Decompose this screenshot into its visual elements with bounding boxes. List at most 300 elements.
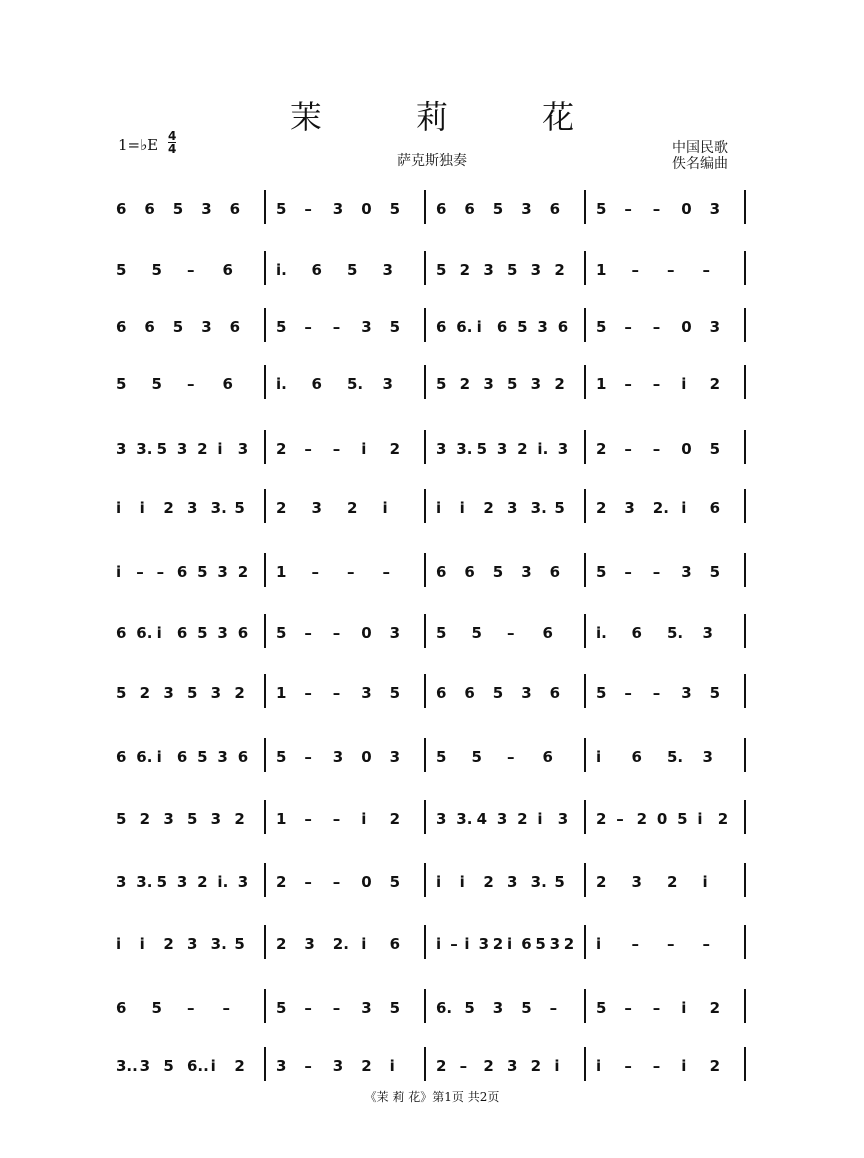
- note: 5: [436, 375, 447, 393]
- note: –: [507, 624, 515, 642]
- note: 5: [507, 261, 518, 279]
- note: –: [187, 375, 195, 393]
- note: 1: [276, 563, 287, 581]
- bar-line: [424, 251, 426, 285]
- note: i: [681, 499, 687, 517]
- bar-line: [264, 738, 266, 772]
- bar-line: [744, 489, 746, 523]
- note: 5.: [347, 375, 364, 393]
- note: 3: [389, 748, 401, 766]
- note: 5: [436, 748, 447, 766]
- bar-line: [264, 989, 266, 1023]
- note: i: [702, 873, 708, 891]
- note: 5: [709, 440, 721, 458]
- notation-line: [110, 810, 760, 850]
- note: 6: [222, 261, 233, 279]
- time-signature: 4 4: [168, 129, 177, 156]
- note: 5: [187, 684, 198, 702]
- note: 3: [210, 684, 222, 702]
- note: 3: [521, 200, 532, 218]
- notation-line: [110, 318, 760, 358]
- note: 3: [163, 684, 174, 702]
- bar-line: [584, 251, 586, 285]
- note: 5: [116, 810, 127, 828]
- note: 3: [361, 999, 372, 1017]
- note: 5.: [667, 748, 684, 766]
- note: 2: [492, 935, 504, 953]
- bar-line: [424, 925, 426, 959]
- note: 2: [709, 375, 721, 393]
- note: 3: [332, 200, 344, 218]
- note: 6..: [187, 1057, 209, 1075]
- note: –: [652, 440, 661, 458]
- note: –: [652, 200, 661, 218]
- note: –: [304, 999, 312, 1017]
- note: 3: [210, 810, 222, 828]
- note: –: [624, 999, 632, 1017]
- note: 0: [361, 200, 372, 218]
- bar-line: [744, 308, 746, 342]
- note: 3: [217, 748, 228, 766]
- origin-credit: 中国民歌: [672, 140, 728, 156]
- note: –: [304, 1057, 312, 1075]
- note: –: [652, 999, 661, 1017]
- note: –: [304, 200, 312, 218]
- note: i.: [217, 873, 229, 891]
- bar-line: [744, 365, 746, 399]
- note: 6: [542, 624, 553, 642]
- bar-line: [584, 553, 586, 587]
- note: 5: [276, 200, 287, 218]
- note: 3.: [456, 810, 473, 828]
- note: 1: [276, 810, 287, 828]
- note: 5: [276, 748, 287, 766]
- note: 5: [151, 261, 162, 279]
- note: 5: [596, 563, 607, 581]
- bar-line: [424, 738, 426, 772]
- note: 3: [492, 999, 504, 1017]
- note: 2: [596, 873, 607, 891]
- notation-line: [110, 873, 760, 913]
- note: –: [136, 563, 144, 581]
- note: 2: [563, 935, 575, 953]
- bar-line: [744, 430, 746, 464]
- note: –: [624, 684, 632, 702]
- bar-line: [424, 489, 426, 523]
- bar-line: [584, 800, 586, 834]
- bar-line: [584, 365, 586, 399]
- note: –: [332, 318, 341, 336]
- note: i.: [537, 440, 549, 458]
- note: 3.: [136, 873, 153, 891]
- note: 5: [554, 499, 565, 517]
- note: 3: [201, 318, 212, 336]
- note: 3.: [530, 873, 547, 891]
- note: 6: [549, 684, 561, 702]
- note: 3: [139, 1057, 151, 1075]
- note: 5: [116, 261, 127, 279]
- note: 2: [483, 1057, 494, 1075]
- bar-line: [744, 863, 746, 897]
- note: i: [156, 748, 162, 766]
- note: –: [222, 999, 230, 1017]
- note: 5: [389, 873, 401, 891]
- note: 6: [436, 684, 447, 702]
- note: 3: [496, 810, 508, 828]
- bar-line: [424, 800, 426, 834]
- note: 2: [596, 499, 607, 517]
- bar-line: [584, 674, 586, 708]
- note: –: [332, 624, 341, 642]
- note: i: [537, 810, 543, 828]
- note: 5: [172, 200, 184, 218]
- note: –: [311, 563, 319, 581]
- note: i: [681, 999, 687, 1017]
- note: 3: [631, 873, 642, 891]
- notation-line: [110, 748, 760, 788]
- note: 3: [361, 318, 372, 336]
- note: 5: [156, 440, 167, 458]
- bar-line: [424, 308, 426, 342]
- arranger-credit: 佚名编曲: [672, 156, 728, 172]
- note: 2: [347, 499, 358, 517]
- note: –: [332, 873, 341, 891]
- notation-line: [110, 261, 760, 301]
- bar-line: [264, 308, 266, 342]
- note: 3: [507, 873, 518, 891]
- note: 3: [530, 375, 542, 393]
- note: 0: [681, 318, 692, 336]
- note: 3: [530, 261, 542, 279]
- bar-line: [744, 925, 746, 959]
- notation-line: [110, 200, 760, 240]
- note: 6: [389, 935, 401, 953]
- note: i.: [276, 261, 287, 279]
- note: 2: [459, 375, 471, 393]
- note: 3: [507, 499, 518, 517]
- note: 6: [436, 318, 447, 336]
- note: 3: [116, 873, 127, 891]
- note: 3: [557, 440, 569, 458]
- note: 6: [144, 318, 155, 336]
- note: –: [667, 935, 675, 953]
- note: 6: [176, 624, 188, 642]
- bar-line: [264, 553, 266, 587]
- note: i: [554, 1057, 560, 1075]
- note: i: [210, 1057, 216, 1075]
- note: 5: [677, 810, 688, 828]
- note: i: [596, 1057, 602, 1075]
- note: –: [624, 1057, 632, 1075]
- notation-line: [110, 440, 760, 480]
- note: 2: [636, 810, 647, 828]
- bar-line: [264, 190, 266, 224]
- bar-line: [584, 190, 586, 224]
- note: 6: [116, 624, 127, 642]
- note: 6: [144, 200, 155, 218]
- note: –: [652, 684, 661, 702]
- note: –: [702, 261, 710, 279]
- note: 2: [197, 440, 208, 458]
- note: –: [459, 1057, 468, 1075]
- notation-line: [110, 499, 760, 539]
- note: 2: [234, 1057, 245, 1075]
- note: 2: [596, 440, 607, 458]
- bar-line: [584, 489, 586, 523]
- note: –: [332, 810, 341, 828]
- bar-line: [744, 1047, 746, 1081]
- note: 3.: [210, 499, 227, 517]
- note: 2: [276, 499, 287, 517]
- note: 2: [139, 684, 151, 702]
- note: –: [332, 684, 341, 702]
- note: 3: [436, 440, 447, 458]
- note: –: [616, 810, 624, 828]
- note: –: [652, 375, 661, 393]
- note: 0: [361, 748, 372, 766]
- note: 6: [557, 318, 569, 336]
- note: 2: [667, 873, 678, 891]
- bar-line: [584, 308, 586, 342]
- bar-line: [264, 1047, 266, 1081]
- note: 3: [709, 200, 721, 218]
- note: 2: [389, 440, 401, 458]
- note: 6: [709, 499, 721, 517]
- note: 3: [507, 1057, 518, 1075]
- note: 6: [496, 318, 508, 336]
- note: 5: [347, 261, 358, 279]
- note: 0: [361, 624, 372, 642]
- note: 5: [535, 935, 546, 953]
- note: 5: [116, 375, 127, 393]
- note: 2: [139, 810, 151, 828]
- note: 5: [187, 810, 198, 828]
- note: 6: [311, 261, 322, 279]
- note: 2: [554, 261, 565, 279]
- note: 2: [234, 684, 245, 702]
- note: 2: [709, 999, 721, 1017]
- note: 3..: [116, 1057, 138, 1075]
- bar-line: [584, 738, 586, 772]
- note: 5: [596, 684, 607, 702]
- note: 6: [237, 748, 249, 766]
- page-footer: 《茉 莉 花》第1页 共2页: [364, 1090, 500, 1104]
- note: i: [697, 810, 703, 828]
- note: i: [459, 499, 465, 517]
- bar-line: [424, 430, 426, 464]
- note: 2: [717, 810, 729, 828]
- bar-line: [744, 800, 746, 834]
- bar-line: [584, 925, 586, 959]
- note: 1: [596, 261, 607, 279]
- note: i: [596, 748, 602, 766]
- note: 3: [311, 499, 322, 517]
- note: 3: [709, 318, 721, 336]
- note: 5: [234, 499, 245, 517]
- note: 6: [311, 375, 322, 393]
- note: 2: [517, 440, 528, 458]
- note: 3: [382, 375, 393, 393]
- note: 3: [361, 684, 372, 702]
- note: 3: [702, 748, 713, 766]
- note: –: [187, 999, 195, 1017]
- note: 2: [197, 873, 208, 891]
- note: 5: [436, 261, 447, 279]
- key-signature: 1=♭E: [118, 136, 159, 154]
- note: i: [681, 1057, 687, 1075]
- notation-line: [110, 375, 760, 415]
- note: 6: [436, 563, 447, 581]
- note: –: [304, 318, 312, 336]
- bar-line: [744, 553, 746, 587]
- note: i: [596, 935, 602, 953]
- note: 6: [542, 748, 553, 766]
- bar-line: [264, 800, 266, 834]
- note: 5: [197, 624, 208, 642]
- note: 6: [229, 200, 241, 218]
- note: 3: [549, 935, 561, 953]
- bar-line: [264, 925, 266, 959]
- note: 5: [596, 999, 607, 1017]
- note: –: [549, 999, 558, 1017]
- note: 5: [492, 684, 504, 702]
- note: 2: [483, 499, 494, 517]
- bar-line: [264, 489, 266, 523]
- note: 6: [436, 200, 447, 218]
- note: 3: [389, 624, 401, 642]
- note: 2: [554, 375, 565, 393]
- note: i: [389, 1057, 395, 1075]
- bar-line: [744, 989, 746, 1023]
- note: 3: [382, 261, 393, 279]
- bar-line: [584, 430, 586, 464]
- note: 5: [172, 318, 184, 336]
- note: 3: [496, 440, 508, 458]
- note: 6: [222, 375, 233, 393]
- note: 6.: [136, 748, 153, 766]
- note: 3.: [210, 935, 227, 953]
- bar-line: [424, 863, 426, 897]
- note: 2: [596, 810, 607, 828]
- note: i: [459, 873, 465, 891]
- note: –: [624, 440, 632, 458]
- note: –: [624, 563, 632, 581]
- note: 5: [517, 318, 528, 336]
- bar-line: [264, 365, 266, 399]
- note: –: [450, 935, 458, 953]
- note: 3: [624, 499, 635, 517]
- note: 3: [478, 935, 490, 953]
- note: –: [304, 748, 312, 766]
- note: 3: [436, 810, 447, 828]
- note: i: [464, 935, 470, 953]
- note: 5: [156, 873, 167, 891]
- note: 3: [237, 440, 249, 458]
- note: 4: [476, 810, 487, 828]
- note: 6: [631, 624, 642, 642]
- note: 6: [521, 935, 532, 953]
- note: 3: [681, 563, 692, 581]
- note: 3: [116, 440, 127, 458]
- bar-line: [264, 674, 266, 708]
- bar-line: [744, 614, 746, 648]
- bar-line: [264, 430, 266, 464]
- note: –: [667, 261, 675, 279]
- note: 3: [217, 624, 228, 642]
- note: –: [631, 935, 639, 953]
- bar-line: [584, 863, 586, 897]
- note: 2: [237, 563, 249, 581]
- bar-line: [584, 1047, 586, 1081]
- note: i: [139, 935, 145, 953]
- note: 5: [709, 684, 721, 702]
- note: 6: [116, 999, 127, 1017]
- note: 5.: [667, 624, 684, 642]
- note: 6: [631, 748, 642, 766]
- note: 5: [151, 375, 162, 393]
- note: 6: [229, 318, 241, 336]
- note: 2.: [332, 935, 349, 953]
- bar-line: [584, 989, 586, 1023]
- notation-line: [110, 935, 760, 975]
- note: 5: [709, 563, 721, 581]
- note: 5: [276, 999, 287, 1017]
- note: 5: [492, 200, 504, 218]
- note: 2: [276, 935, 287, 953]
- note: 6: [464, 563, 475, 581]
- note: i: [156, 624, 162, 642]
- bar-line: [744, 738, 746, 772]
- note: i: [681, 375, 687, 393]
- bar-line: [424, 989, 426, 1023]
- note: 3: [176, 440, 188, 458]
- note: 3: [681, 684, 692, 702]
- note: 5: [163, 1057, 174, 1075]
- note: 5: [197, 748, 208, 766]
- note: –: [304, 624, 312, 642]
- note: 6: [549, 563, 561, 581]
- note: –: [382, 563, 390, 581]
- note: 5: [389, 684, 401, 702]
- note: 2: [389, 810, 401, 828]
- note: 5: [596, 200, 607, 218]
- note: 5: [197, 563, 208, 581]
- note: i: [382, 499, 388, 517]
- note: 5: [116, 684, 127, 702]
- note: i: [116, 935, 122, 953]
- note: –: [624, 318, 632, 336]
- note: –: [187, 261, 195, 279]
- note: i: [476, 318, 482, 336]
- note: –: [347, 563, 355, 581]
- note: 6: [549, 200, 561, 218]
- note: 5: [436, 624, 447, 642]
- note: 2: [459, 261, 471, 279]
- note: 3: [163, 810, 174, 828]
- note: –: [304, 873, 312, 891]
- note: 3: [201, 200, 212, 218]
- note: –: [652, 1057, 661, 1075]
- note: –: [156, 563, 165, 581]
- note: 5: [507, 375, 518, 393]
- bar-line: [584, 614, 586, 648]
- note: 6: [116, 318, 127, 336]
- note: i: [507, 935, 513, 953]
- note: i.: [276, 375, 287, 393]
- note: –: [702, 935, 710, 953]
- note: 5: [521, 999, 532, 1017]
- note: i: [436, 935, 442, 953]
